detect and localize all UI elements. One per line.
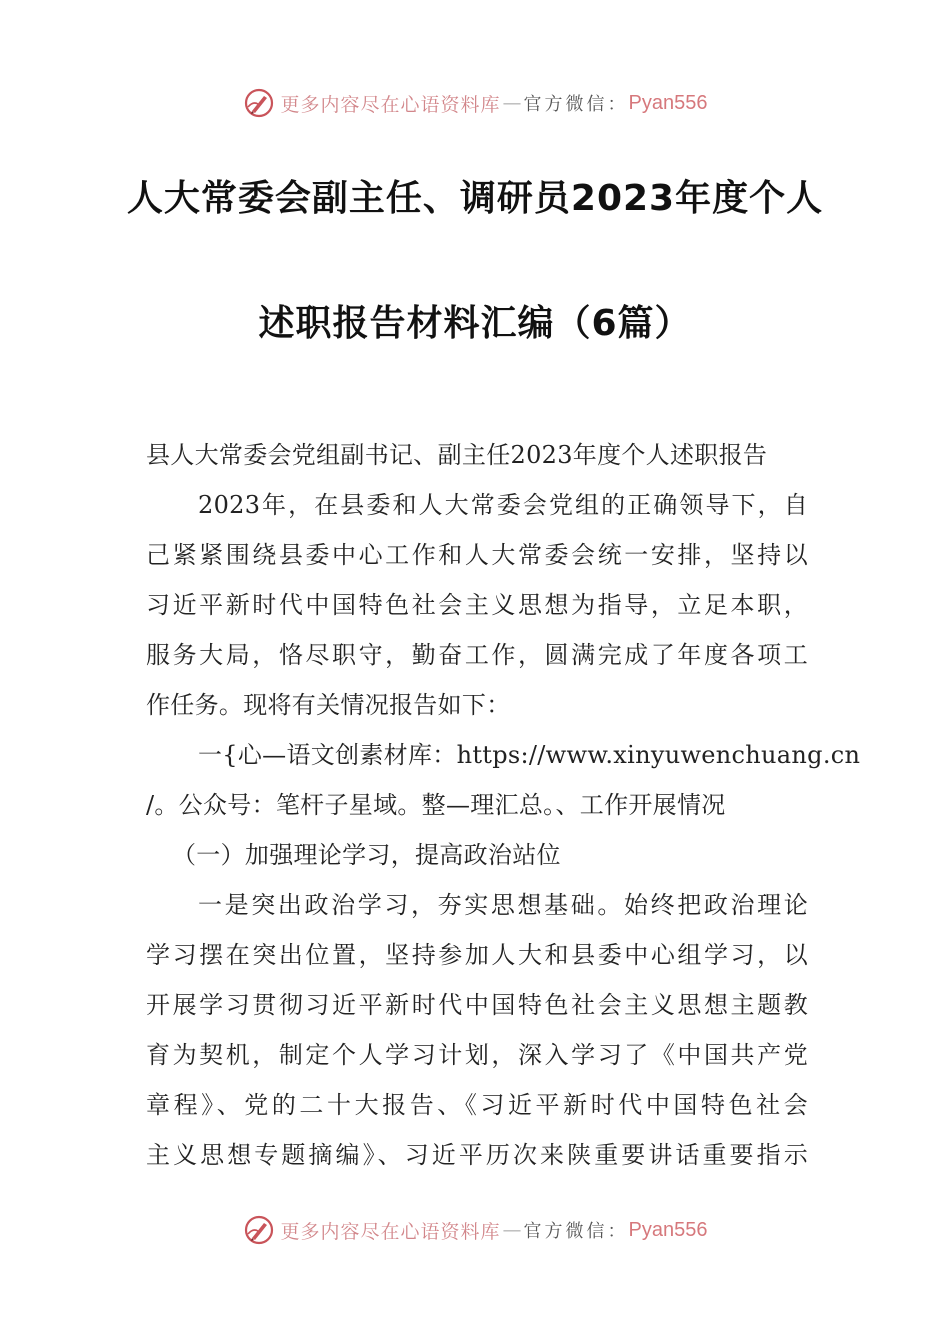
watermark-dash: — xyxy=(502,1219,522,1241)
paragraph-line: 服务大局，恪尽职守，勤奋工作，圆满完成了年度各项工 xyxy=(146,641,808,669)
watermark-wechat-id: Pyan556 xyxy=(628,91,708,114)
paragraph-line: 习近平新时代中国特色社会主义思想为指导，立足本职， xyxy=(146,591,808,619)
footer-watermark-banner xyxy=(0,1210,950,1250)
paragraph-line: 一是突出政治学习，夯实思想基础。始终把政治理论 xyxy=(198,891,808,919)
document-title-line-2: 述职报告材料汇编（6篇） xyxy=(258,303,692,344)
document-title-line-1: 人大常委会副主任、调研员2023年度个人 xyxy=(126,178,824,219)
paragraph-line: 2023年，在县委和人大常委会党组的正确领导下，自 xyxy=(198,491,808,519)
watermark-wechat-label: 官方微信： xyxy=(523,94,629,115)
header-watermark-banner xyxy=(0,83,950,123)
paragraph-line: 章程》、党的二十大报告、《习近平新时代中国特色社会 xyxy=(146,1091,808,1119)
paragraph-line: 主义思想专题摘编》、习近平历次来陕重要讲话重要指示 xyxy=(146,1141,808,1169)
paragraph-line: 作任务。现将有关情况报告如下： xyxy=(146,691,511,719)
watermark-site-text: 更多内容尽在心语资料库 xyxy=(280,1220,501,1243)
section-heading: 县人大常委会党组副书记、副主任2023年度个人述职报告 xyxy=(146,441,768,469)
pen-logo-icon xyxy=(243,1214,275,1246)
paragraph-line: 己紧紧围绕县委中心工作和人大常委会统一安排，坚持以 xyxy=(146,541,808,569)
watermark-wechat-id: Pyan556 xyxy=(628,1218,708,1241)
paragraph-line: 开展学习贯彻习近平新时代中国特色社会主义思想主题教 xyxy=(146,991,808,1019)
subsection-heading: （一）加强理论学习，提高政治站位 xyxy=(172,841,561,869)
document-body xyxy=(146,430,861,1180)
paragraph-line: 一{心—语文创素材库：https://www.xinyuwenchuang.cn xyxy=(198,741,861,769)
paragraph-line: 育为契机，制定个人学习计划，深入学习了《中国共产党 xyxy=(146,1041,808,1069)
pen-logo-icon xyxy=(243,87,275,119)
paragraph-line: /。公众号：笔杆子星域。整—理汇总。、工作开展情况 xyxy=(146,791,726,819)
watermark-site-text: 更多内容尽在心语资料库 xyxy=(280,93,501,116)
watermark-dash: — xyxy=(502,92,522,114)
paragraph-line: 学习摆在突出位置，坚持参加人大和县委中心组学习，以 xyxy=(146,941,808,969)
watermark-wechat-label: 官方微信： xyxy=(523,1221,629,1242)
